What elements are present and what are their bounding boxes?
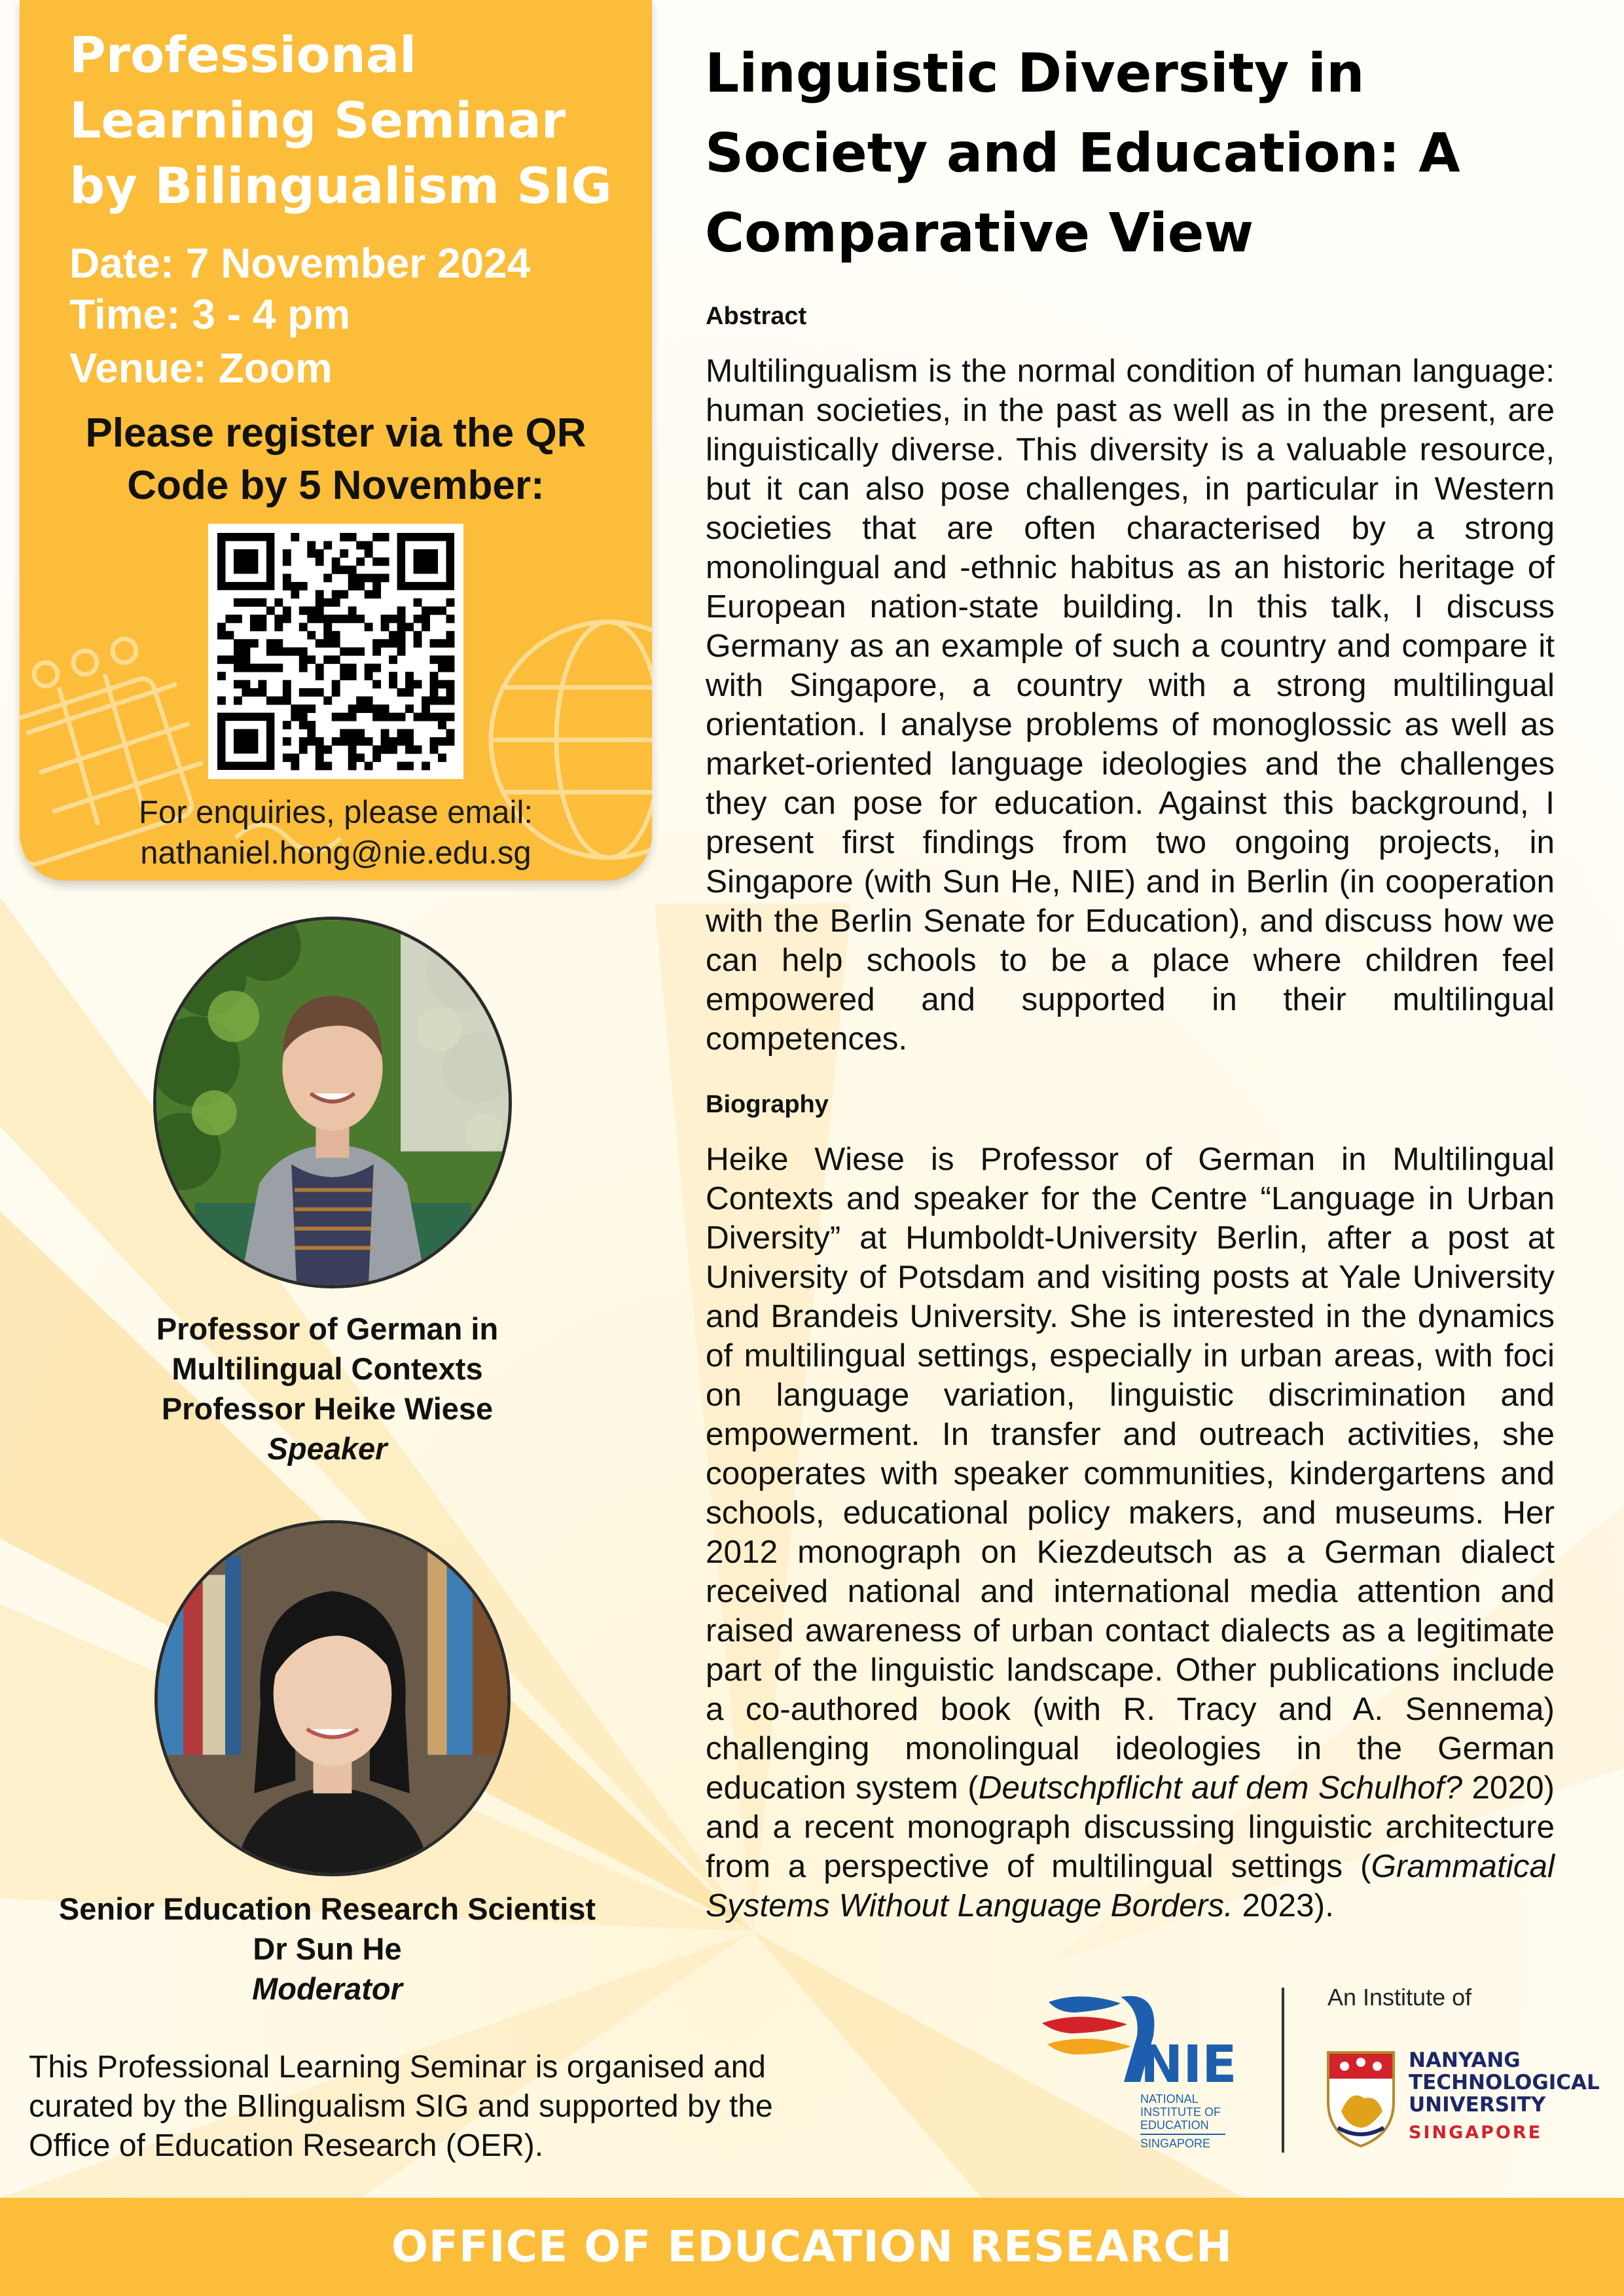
seminar-title: Professional Learning Seminar by Bilingualism SIG [69, 26, 612, 215]
speaker-title-line2: Multilingual Contexts [171, 1351, 483, 1386]
moderator-role: Moderator [252, 1971, 403, 2006]
event-time: Time: 3 - 4 pm [69, 291, 351, 338]
biography-heading: Biography [706, 1091, 829, 1118]
ntu-name-line2: TECHNOLOGICAL [1409, 2071, 1600, 2094]
speaker-photo [153, 917, 512, 1288]
enquiry-email-link[interactable]: nathaniel.hong@nie.edu.sg [140, 835, 532, 871]
moderator-title: Senior Education Research Scientist [58, 1891, 596, 1926]
svg-text:NIE: NIE [1140, 2035, 1237, 2094]
ntu-name-line3: UNIVERSITY [1409, 2093, 1546, 2117]
event-info-card [20, 0, 652, 881]
moderator-name: Dr Sun He [253, 1931, 402, 1966]
logo-divider [1282, 1988, 1284, 2153]
abstract-heading: Abstract [706, 302, 807, 330]
ntu-logo[interactable] [1325, 2049, 1600, 2154]
bio-book-title-2: Grammatical Systems Without Language Borders. [706, 1848, 1555, 1923]
organiser-note: This Professional Learning Seminar is organised and curated by the BIlingualism SIG and supported by the Office of Education Research (OER). [29, 2050, 773, 2163]
speaker-title-line1: Professor of German in [156, 1311, 499, 1346]
footer-bar [0, 2198, 1624, 2296]
enquiry-info [33, 792, 639, 873]
bio-text-part3: 2023). [1233, 1887, 1334, 1923]
nie-logo-icon[interactable] [1036, 1984, 1245, 2154]
bio-text-part1: Heike Wiese is Professor of German in Multilingual Contexts and speaker for the Centre “Language in Urban Diversity” at Humboldt-University Berlin, after a post at University of Potsdam and visiting posts at Yale University and Brandeis University. She is interested in the dynamics of multilingual settings, especially in urban areas, with foci on language variation, linguistic discrimination and empowerment. In transfer and outreach activities, she cooperates with speaker communities, kindergartens and schools, educational policy makers, and museums. Her 2012 monograph on Kiezdeutsch as a German dialect received national and international media attention and raised awareness of urban contact dialects as a legitimate part of the linguistic landscape. Other publications include a co-authored book (with R. Tracy and A. Sennema) challenging monolingual ideologies in the German education system ( [706, 1141, 1555, 1806]
abstract-text: Multilingualism is the normal condition of human language: human societies, in the past as well as in the present, are linguistically diverse. This diversity is a valuable resource, but it can also pose challenges, in particular in Western societies that are often characterised by a strong monolingual and -ethnic habitus as an historic heritage of European nation-state building. In this talk, I discuss Germany as an example of such a country and compare it with Singapore, a country with a strong multilingual orientation. I analyse problems of monoglossic as well as market-oriented language ideologies and the challenges they can pose for education. Against this background, I present first findings from two ongoing projects, in Singapore (with Sun He, NIE) and in Berlin (in cooperation with the Berlin Senate for Education), and discuss how we can help schools to be a place where children feel empowered and supported in their multilingual competences. [706, 353, 1555, 1057]
event-venue: Venue: Zoom [69, 344, 333, 392]
svg-text:EDUCATION: EDUCATION [1140, 2119, 1209, 2132]
svg-text:NATIONAL: NATIONAL [1140, 2092, 1199, 2105]
moderator-photo [154, 1520, 511, 1876]
institute-of-label: An Institute of [1327, 1984, 1472, 2011]
speaker-caption [65, 1309, 589, 1468]
enquiry-label: For enquiries, please email: [139, 795, 533, 830]
ntu-singapore: SINGAPORE [1409, 2123, 1543, 2143]
speaker-name: Professor Heike Wiese [161, 1391, 494, 1426]
register-instruction: Please register via the QR Code by 5 November: [85, 410, 586, 508]
bio-book-title-1: Deutschpflicht auf dem Schulhof? [978, 1770, 1463, 1806]
moderator-caption [0, 1889, 655, 2009]
event-date: Date: 7 November 2024 [69, 240, 531, 287]
biography-text [706, 1140, 1555, 1925]
bio-text-part2: 2020) and a recent monograph discussing linguistic architecture from a perspective of multilingual settings ( [706, 1770, 1555, 1884]
talk-title: Linguistic Diversity in Society and Education: A Comparative View [705, 43, 1460, 264]
svg-text:SINGAPORE: SINGAPORE [1140, 2137, 1211, 2150]
speaker-role: Speaker [267, 1431, 388, 1466]
ntu-crest-icon [1325, 2049, 1397, 2147]
svg-text:INSTITUTE OF: INSTITUTE OF [1140, 2105, 1221, 2119]
footer-text: OFFICE OF EDUCATION RESEARCH [391, 2221, 1233, 2272]
ntu-name-line1: NANYANG [1409, 2049, 1521, 2072]
qr-code-icon[interactable] [208, 524, 463, 779]
